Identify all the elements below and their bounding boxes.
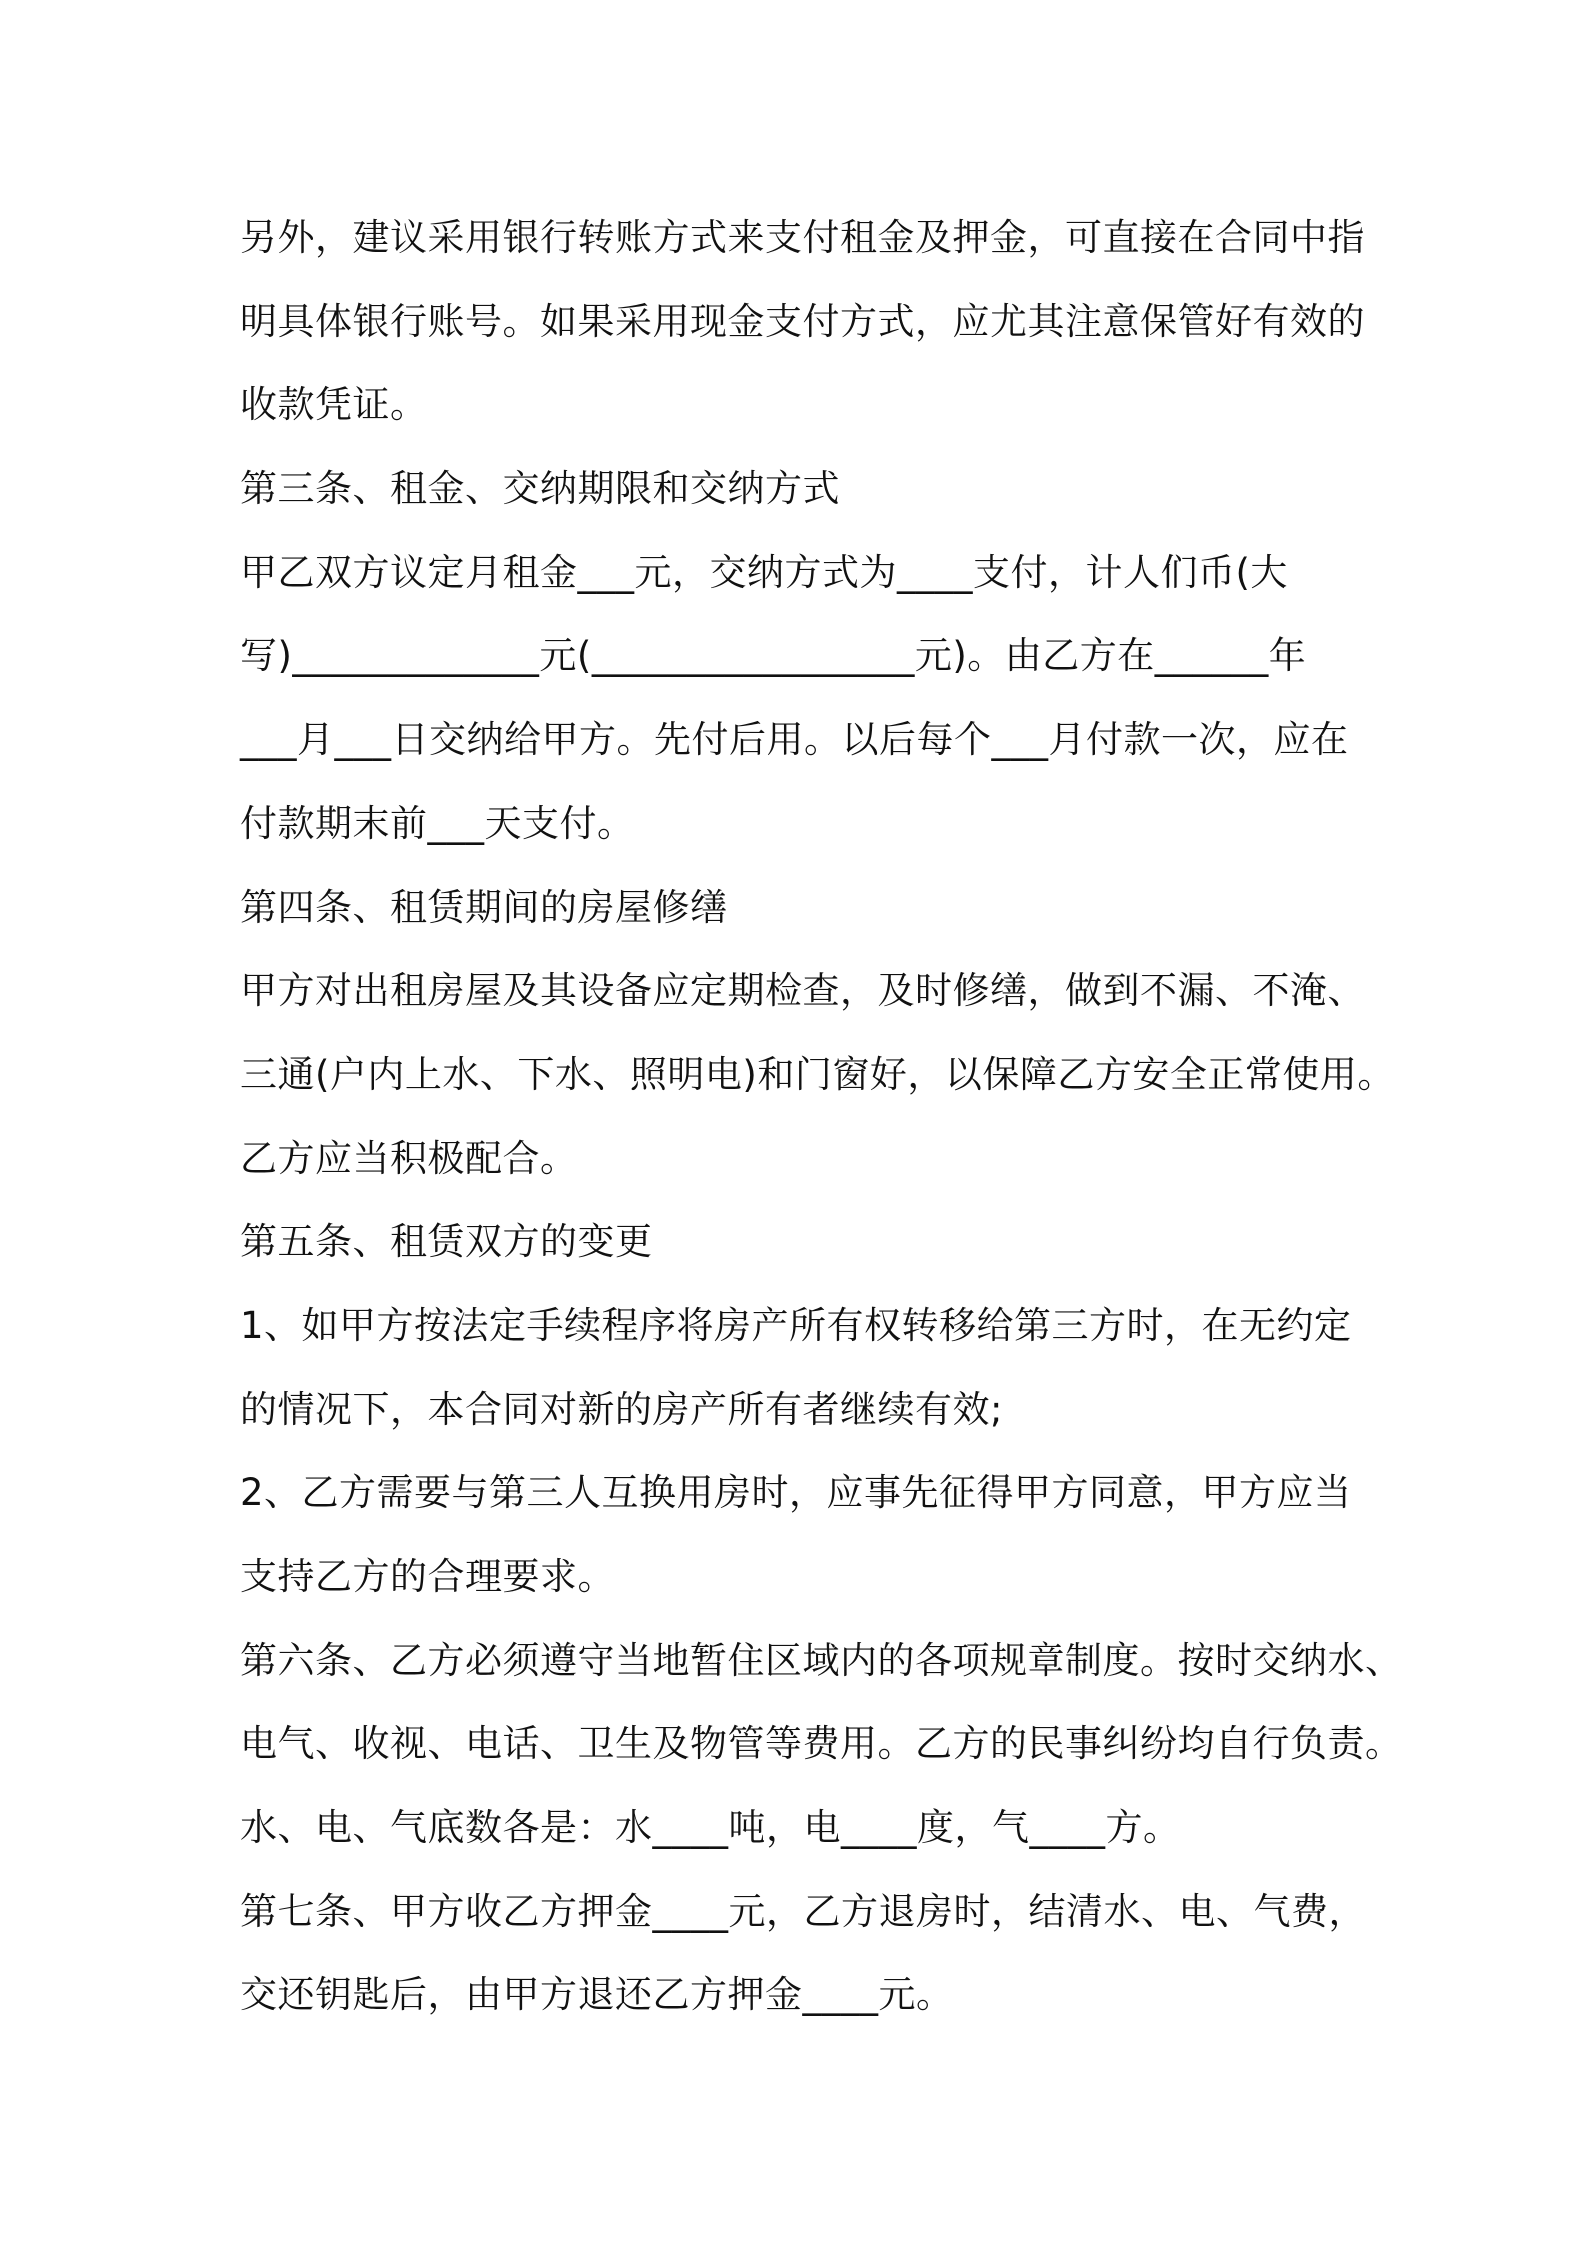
article-4-heading: 第四条、租赁期间的房屋修缮 — [240, 885, 728, 929]
text-line: 付款期末前___天支付。 — [240, 801, 635, 845]
article-7-text: 第七条、甲方收乙方押金____元，乙方退房时，结清水、电、气费， — [240, 1889, 1366, 1933]
text-line: 水、电、气底数各是：水____吨，电____度，气____方。 — [240, 1806, 1181, 1850]
text-line: 明具体银行账号。如果采用现金支付方式，应尤其注意保管好有效的 — [240, 299, 1365, 343]
text-line: 2、乙方需要与第三人互换用房时，应事先征得甲方同意，甲方应当 — [240, 1471, 1352, 1515]
text-line: ___月___日交纳给甲方。先付后用。以后每个___月付款一次，应在 — [240, 718, 1349, 762]
article-5-heading: 第五条、租赁双方的变更 — [240, 1220, 653, 1264]
text-line: 收款凭证。 — [240, 383, 428, 427]
text-line: 写)_____________元(_________________元)。由乙方在______年 — [240, 634, 1307, 678]
text-line: 乙方应当积极配合。 — [240, 1136, 578, 1180]
text-line: 电气、收视、电话、卫生及物管等费用。乙方的民事纠纷均自行负责。 — [240, 1722, 1403, 1766]
article-3-heading: 第三条、租金、交纳期限和交纳方式 — [240, 467, 840, 511]
text-line: 甲方对出租房屋及其设备应定期检查，及时修缮，做到不漏、不淹、 — [240, 969, 1365, 1013]
text-line: 1、如甲方按法定手续程序将房产所有权转移给第三方时，在无约定 — [240, 1303, 1352, 1347]
text-line: 的情况下，本合同对新的房产所有者继续有效; — [240, 1387, 1003, 1431]
text-line: 交还钥匙后，由甲方退还乙方押金____元。 — [240, 1973, 954, 2017]
text-line: 甲乙双方议定月租金___元，交纳方式为____支付，计人们币(大 — [240, 550, 1288, 594]
text-line: 三通(户内上水、下水、照明电)和门窗好，以保障乙方安全正常使用。 — [240, 1052, 1395, 1096]
text-line: 另外，建议采用银行转账方式来支付租金及押金，可直接在合同中指 — [240, 216, 1365, 259]
text-line: 支持乙方的合理要求。 — [240, 1555, 615, 1598]
document-body — [240, 196, 1403, 2037]
article-6-text: 第六条、乙方必须遵守当地暂住区域内的各项规章制度。按时交纳水、 — [240, 1638, 1403, 1682]
